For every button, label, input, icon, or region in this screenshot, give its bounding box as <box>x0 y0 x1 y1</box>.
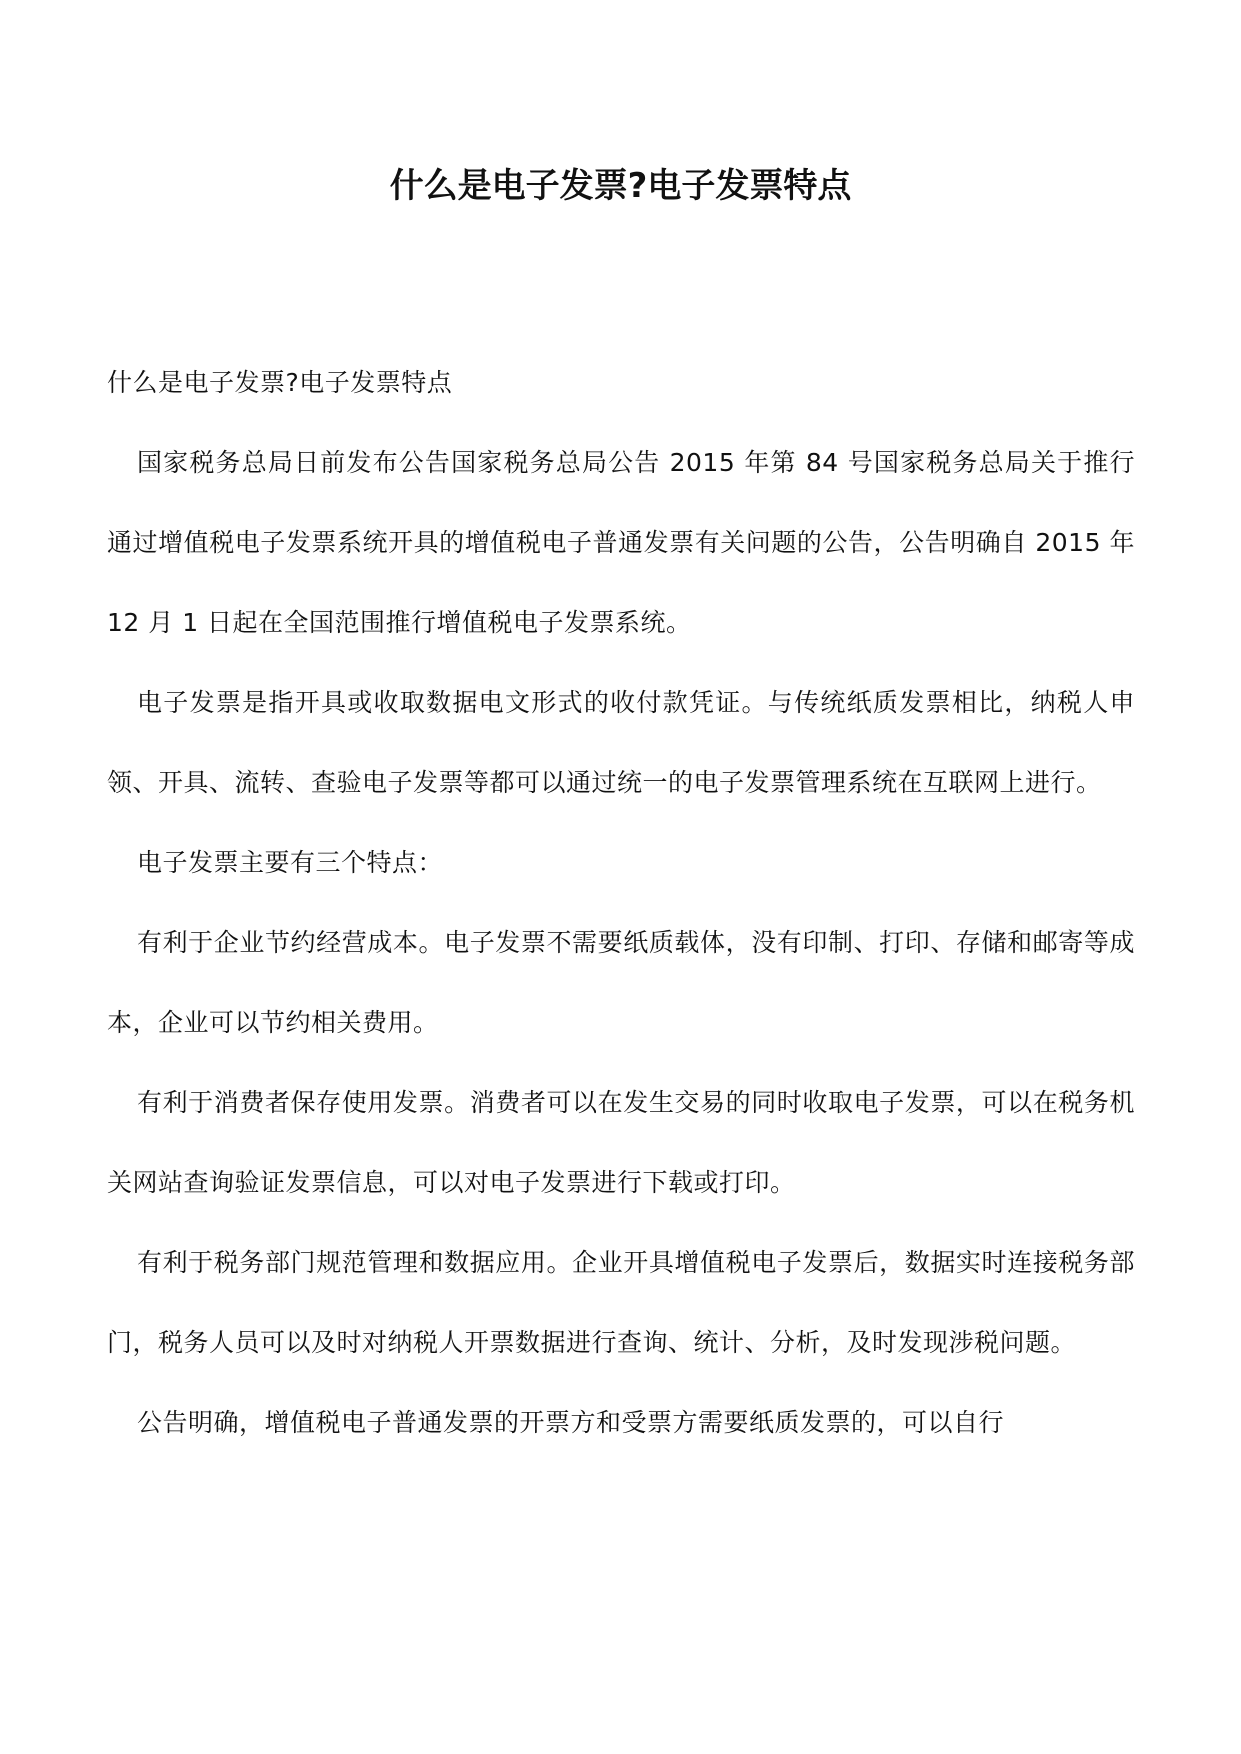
document-title: 什么是电子发票?电子发票特点 <box>389 166 852 206</box>
paragraph-features-intro: 电子发票主要有三个特点： <box>137 848 444 877</box>
paragraph-announcement: 国家税务总局日前发布公告国家税务总局公告 2015 年第 84 号国家税务总局关于推行通过增值税电子发票系统开具的增值税电子普通发票有关问题的公告，公告明确自 2015 年 12 月 1 日起在全国范围推行增值税电子发票系统。 <box>107 448 1135 637</box>
paragraph-announcement-clarification: 公告明确，增值税电子普通发票的开票方和受票方需要纸质发票的，可以自行 <box>137 1408 1005 1437</box>
paragraph-feature-consumer: 有利于消费者保存使用发票。消费者可以在发生交易的同时收取电子发票，可以在税务机关网站查询验证发票信息，可以对电子发票进行下载或打印。 <box>107 1088 1135 1197</box>
document-body <box>107 343 1135 1463</box>
paragraph-subtitle: 什么是电子发票?电子发票特点 <box>107 368 453 397</box>
paragraph-definition: 电子发票是指开具或收取数据电文形式的收付款凭证。与传统纸质发票相比，纳税人申领、开具、流转、查验电子发票等都可以通过统一的电子发票管理系统在互联网上进行。 <box>107 688 1135 797</box>
paragraph-feature-tax-department: 有利于税务部门规范管理和数据应用。企业开具增值税电子发票后，数据实时连接税务部门，税务人员可以及时对纳税人开票数据进行查询、统计、分析，及时发现涉税问题。 <box>107 1248 1135 1357</box>
paragraph-feature-enterprise: 有利于企业节约经营成本。电子发票不需要纸质载体，没有印制、打印、存储和邮寄等成本，企业可以节约相关费用。 <box>107 928 1135 1037</box>
